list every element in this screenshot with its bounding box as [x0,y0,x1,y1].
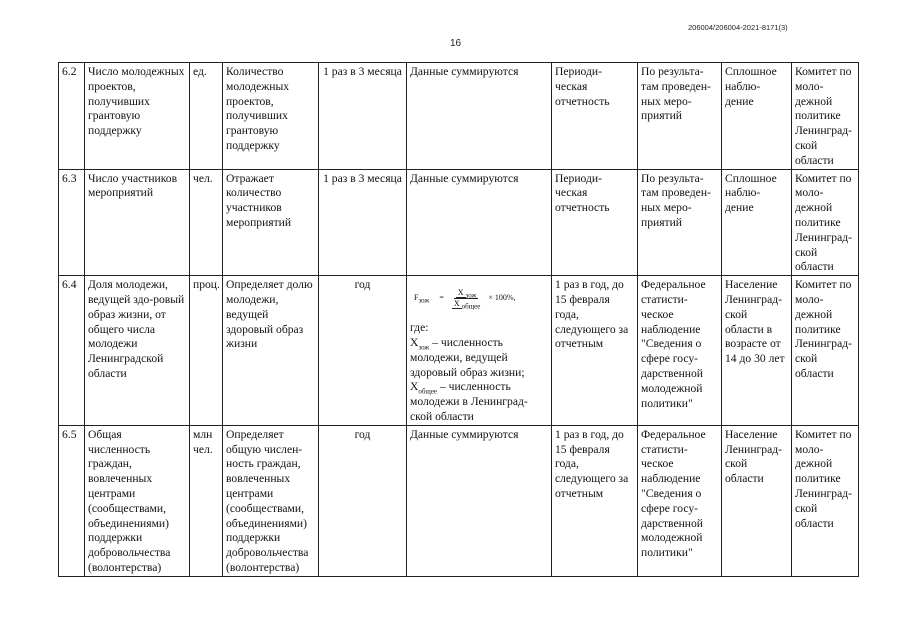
responsible: Комитет по моло-дежной политике Ленинград-ской области [792,63,859,170]
periodicity: 1 раз в 3 месяца [319,63,407,170]
formula-equals: = [439,293,444,303]
formula-lhs: $F_{зож}$ [414,293,430,305]
periodicity: 1 раз в 3 месяца [319,169,407,276]
periodicity: год [319,276,407,426]
unit: млн чел. [190,425,223,576]
table-row [59,276,859,426]
row-number: 6.4 [59,276,85,426]
definition: Количество молодежных проектов, получивших грантовую поддержку [223,63,319,170]
table-row [59,425,859,576]
responsible: Комитет по моло-дежной политике Ленинград-ской области [792,276,859,426]
periodicity: год [319,425,407,576]
formula-where: где: [410,321,429,335]
coverage: Сплошное наблю-дение [722,63,792,170]
calculation-method: Данные суммируются [407,169,552,276]
row-number: 6.2 [59,63,85,170]
calculation-method [407,276,552,426]
basis: По результа-там проведен-ных меро-приятий [638,63,722,170]
unit: проц. [190,276,223,426]
coverage: Население Ленинград-ской области в возрасте от 14 до 30 лет [722,276,792,426]
indicators-table [58,62,859,577]
basis: По результа-там проведен-ных меро-приятий [638,169,722,276]
unit: ед. [190,63,223,170]
basis: Федеральное статисти-ческое наблюдение "Сведения о сфере госу-дарственной молодежной политики" [638,276,722,426]
row-number: 6.3 [59,169,85,276]
coverage: Сплошное наблю-дение [722,169,792,276]
formula-definition: $Х_{общее}$ – численность молодежи в Ленинград-ской области [410,380,528,423]
calculation-method: Данные суммируются [407,425,552,576]
formula-definition: $Х_{зож}$ – численность молодежи, ведущей здоровый образ жизни; [410,335,525,379]
responsible: Комитет по моло-дежной политике Ленинград-ской области [792,425,859,576]
formula-fraction: $\frac{Х _{зож}}{Х _{общее}}$ [453,288,481,311]
page-number: 16 [450,38,462,49]
definition: Определяет общую числен-ность граждан, вовлеченных центрами (сообществами, объединениями) поддержки добровольчества (волонтерства) [223,425,319,576]
unit: чел. [190,169,223,276]
table-row [59,169,859,276]
definition: Отражает количество участников мероприятий [223,169,319,276]
calculation-method: Данные суммируются [407,63,552,170]
table-row [59,63,859,170]
indicator-name: Доля молодежи, ведущей здо-ровый образ жизни, от общего числа молодежи Ленинградской области [85,276,190,426]
basis: Федеральное статисти-ческое наблюдение "Сведения о сфере госу-дарственной молодежной политики" [638,425,722,576]
document-number: 206004/206004-2021-8171(3) [688,23,788,32]
data-source: Периоди-ческая отчетность [552,169,638,276]
data-source: Периоди-ческая отчетность [552,63,638,170]
indicator-name: Число участников мероприятий [85,169,190,276]
definition: Определяет долю молодежи, ведущей здоровый образ жизни [223,276,319,426]
formula [414,288,548,309]
responsible: Комитет по моло-дежной политике Ленинград-ской области [792,169,859,276]
indicator-name: Общая численность граждан, вовлеченных центрами (сообществами, объединениями) поддержки добровольчества (волонтерства) [85,425,190,576]
data-source: 1 раз в год, до 15 февраля года, следующего за отчетным [552,425,638,576]
formula-tail: × 100%, [488,293,516,303]
row-number: 6.5 [59,425,85,576]
coverage: Население Ленинград-ской области [722,425,792,576]
indicator-name: Число молодежных проектов, получивших грантовую поддержку [85,63,190,170]
data-source: 1 раз в год, до 15 февраля года, следующего за отчетным [552,276,638,426]
